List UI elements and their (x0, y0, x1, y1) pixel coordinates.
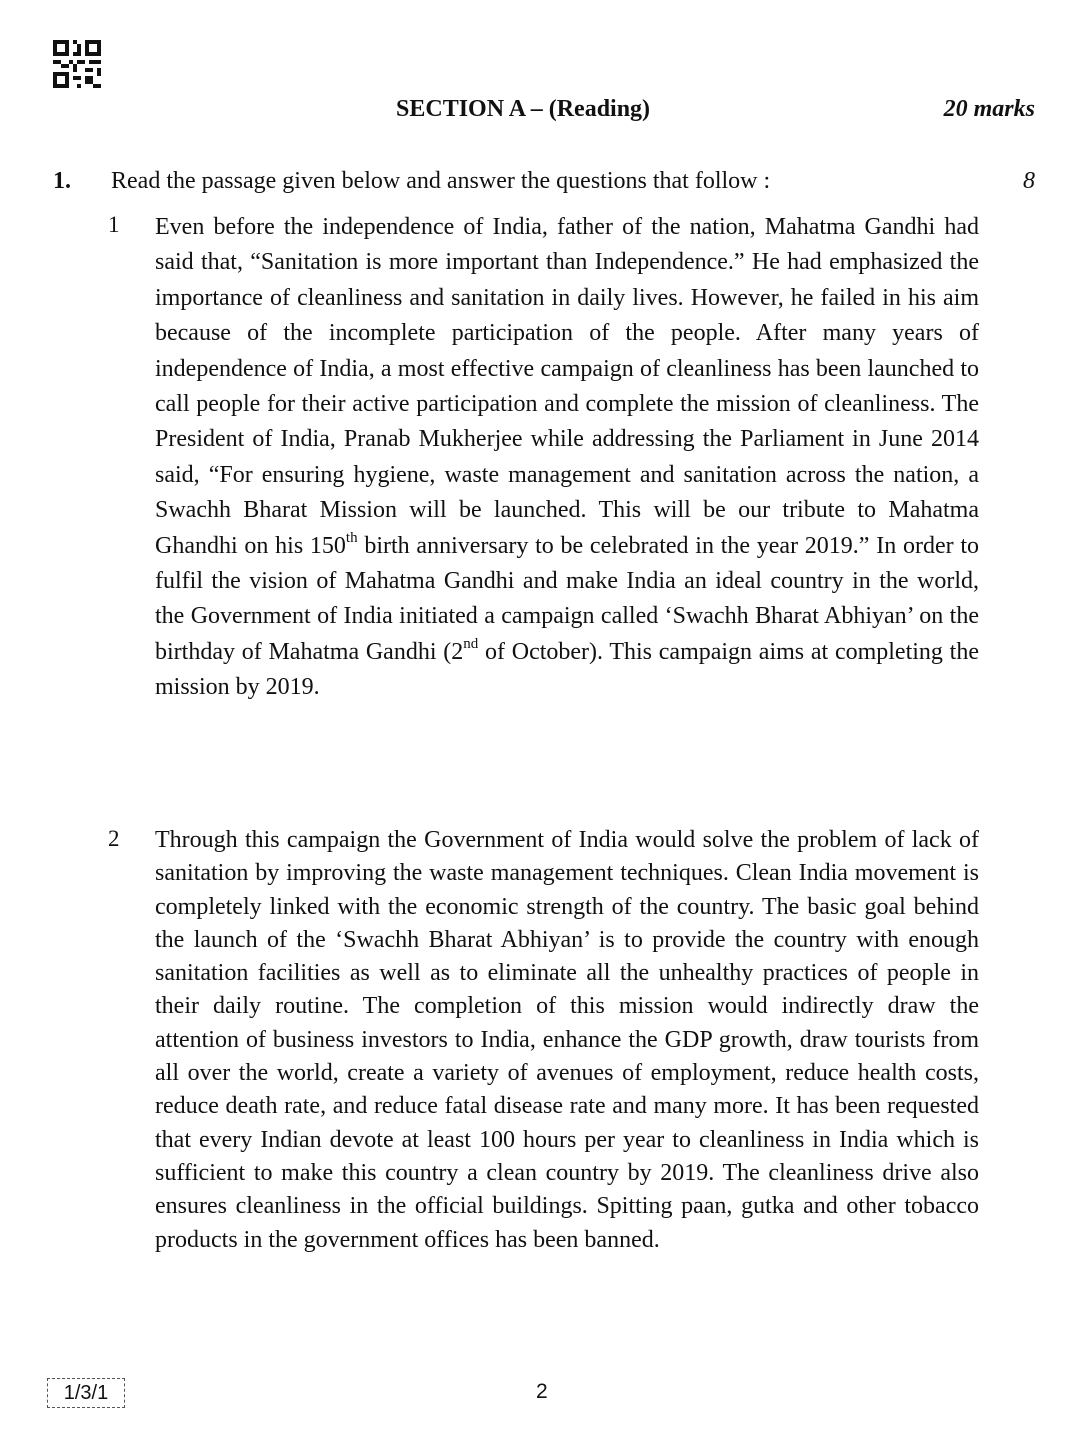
ordinal-suffix: nd (463, 635, 479, 652)
paragraph-number: 2 (108, 826, 120, 851)
question-marks: 8 (1023, 168, 1035, 194)
passage-paragraph: Through this campaign the Government of India would solve the problem of lack of sanitation by improving the waste management techniques. Clean India movement is completely linked with the economic strength of the country. The basic goal behind the launch of the ‘Swachh Bharat Abhiyan’ is to provide the country with enough sanitation facilities as well as to eliminate all the unhealthy practices of people in their daily routine. The completion of this mission would indirectly draw the attention of business investors to India, enhance the GDP growth, draw tourists from all over the world, create a variety of avenues of employment, reduce health costs, reduce death rate, and reduce fatal disease rate and many more. It has been requested that every Indian devote at least 100 hours per year to cleanliness in India which is sufficient to make this country a clean country by 2019. The cleanliness drive also ensures cleanliness in the official buildings. Spitting paan, gutka and other tobacco products in the government offices has been banned. (155, 827, 979, 1253)
paper-code: 1/3/1 (47, 1378, 125, 1408)
question-instruction: Read the passage given below and answer the questions that follow : (111, 168, 771, 194)
paragraph-text: Even before the independence of India, father of the nation, Mahatma Gandhi had said that, “Sanitation is more important than Independence.” He had emphasized the importance of cleanliness and sanitation in daily lives. However, he failed in his aim because of the incomplete participation of the people. After many years of independence of India, a most effective campaign of cleanliness has been launched to call people for their active participation and complete the mission of cleanliness. The President of India, Pranab Mukherjee while addressing the Parliament in June 2014 said, “For ensuring hygiene, waste management and sanitation across the nation, a Swachh Bharat Mission will be launched. This will be our tribute to Mahatma Ghandhi on his 150 (155, 214, 979, 559)
section-marks: 20 marks (943, 96, 1035, 122)
paragraph-text: birth anniversary to be celebrated in the year 2019.” In order to fulfil the vision of Mahatma Gandhi and make India an ideal country in the world, the Government of India initiated a campaign called ‘Swachh Bharat Abhiyan’ on the birthday of Mahatma Gandhi (2 (155, 532, 980, 665)
question-number: 1. (53, 168, 71, 194)
qr-code-icon (53, 40, 101, 88)
paragraph-number: 1 (108, 212, 120, 237)
paragraph-text: of October). This campaign aims at completing the mission by 2019. (155, 638, 979, 701)
page-number: 2 (536, 1380, 548, 1403)
section-title: SECTION A – (Reading) (396, 96, 651, 122)
passage-paragraph (155, 210, 979, 706)
ordinal-suffix: th (345, 529, 358, 546)
